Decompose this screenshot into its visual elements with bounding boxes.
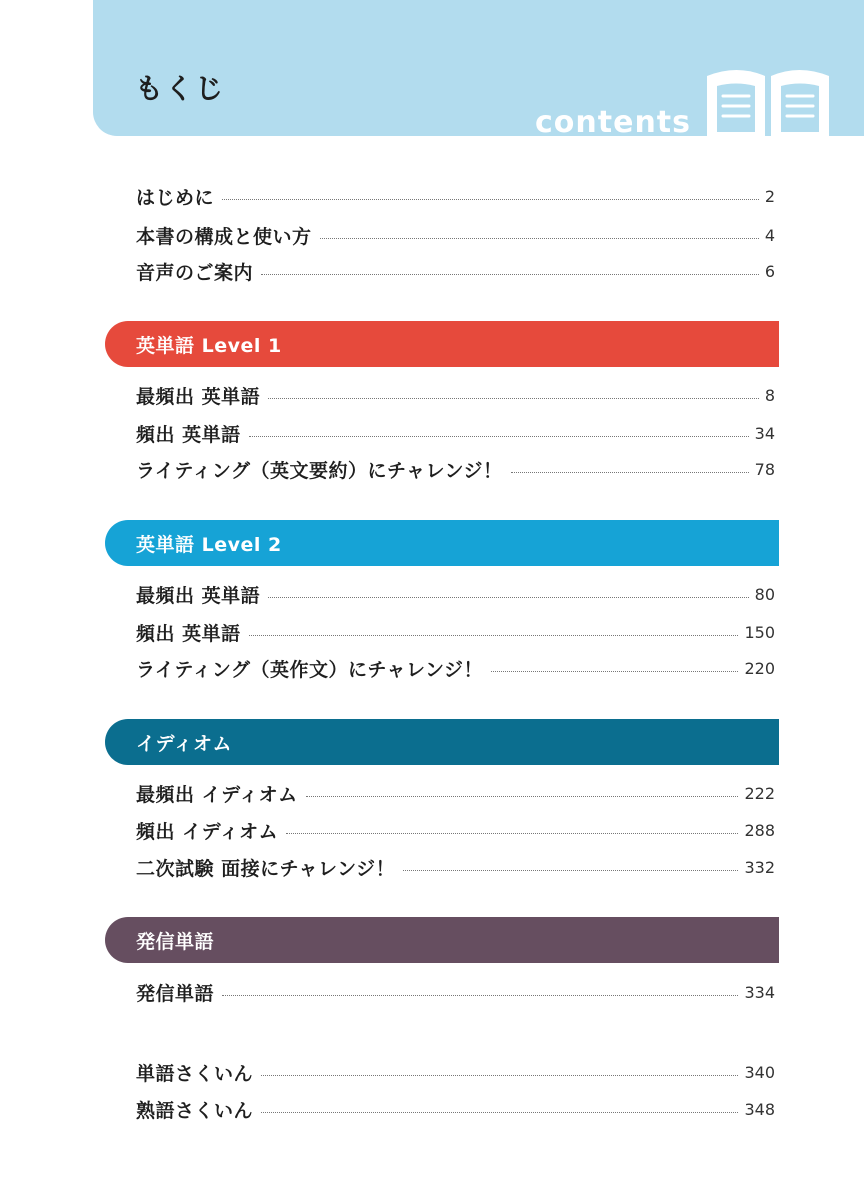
dot-leader [320,238,759,239]
toc-entry-label: 最頻出 英単語 [136,584,261,607]
dot-leader [249,436,749,437]
section-title: 英単語 Level 2 [136,533,282,556]
toc-entry-page: 78 [754,459,775,479]
toc-entry-page: 348 [744,1099,775,1119]
toc-entry-page: 6 [764,261,775,281]
toc-entry-label: ライティング（英文要約）にチャレンジ！ [136,459,503,482]
toc-entry-page: 34 [754,423,775,443]
toc-entry-level1-3[interactable] [136,455,775,483]
toc-entry-level1-2[interactable] [136,419,775,447]
dot-leader [261,1075,738,1076]
section-title: 英単語 Level 1 [136,334,282,357]
dot-leader [286,833,738,834]
toc-entry-hasshin-1[interactable] [136,978,775,1006]
dot-leader [222,199,759,200]
toc-entry-page: 288 [744,820,775,840]
toc-entry-label: 音声のご案内 [136,261,254,284]
section-title: イディオム [136,732,232,755]
toc-entry-label: 頻出 イディオム [136,820,279,843]
contents-subtitle: contents [535,105,691,136]
open-book-icon [703,66,833,136]
section-header-idiom[interactable] [105,719,779,765]
section-header-level-1[interactable] [105,321,779,367]
toc-entry-label: 頻出 英単語 [136,423,241,446]
toc-entry-idiom-3[interactable] [136,853,775,881]
toc-entry-word-index[interactable] [136,1058,775,1086]
toc-entry-page: 4 [764,225,775,245]
toc-entry-intro-3[interactable] [136,257,775,285]
toc-entry-label: 二次試験 面接にチャレンジ！ [136,857,396,880]
dot-leader [261,274,759,275]
toc-entry-label: 発信単語 [136,982,215,1005]
toc-entry-idiom-1[interactable] [136,779,775,807]
toc-entry-page: 332 [744,857,775,877]
dot-leader [306,796,739,797]
dot-leader [491,671,738,672]
toc-entry-intro-2[interactable] [136,221,775,249]
toc-entry-label: 最頻出 イディオム [136,783,298,806]
toc-entry-page: 2 [764,186,775,206]
toc-entry-level2-3[interactable] [136,654,775,682]
toc-entry-level2-1[interactable] [136,580,775,608]
dot-leader [249,635,739,636]
section-header-hasshin[interactable] [105,917,779,963]
header-banner [93,0,864,136]
toc-entry-idiom-index[interactable] [136,1095,775,1123]
toc-entry-page: 80 [754,584,775,604]
toc-entry-label: 頻出 英単語 [136,622,241,645]
toc-entry-label: 最頻出 英単語 [136,385,261,408]
toc-entry-label: 熟語さくいん [136,1099,254,1122]
dot-leader [222,995,738,996]
toc-entry-page: 340 [744,1062,775,1082]
toc-entry-page: 222 [744,783,775,803]
toc-entry-level2-2[interactable] [136,618,775,646]
dot-leader [403,870,738,871]
toc-entry-label: 本書の構成と使い方 [136,225,312,248]
toc-entry-level1-1[interactable] [136,381,775,409]
dot-leader [268,398,759,399]
toc-entry-label: 単語さくいん [136,1062,254,1085]
toc-entry-intro-1[interactable] [136,182,775,210]
toc-entry-page: 8 [764,385,775,405]
toc-entry-page: 220 [744,658,775,678]
page-title: もくじ [135,72,226,105]
dot-leader [268,597,749,598]
section-title: 発信単語 [136,930,215,953]
dot-leader [261,1112,738,1113]
toc-entry-label: ライティング（英作文）にチャレンジ！ [136,658,484,681]
toc-entry-page: 334 [744,982,775,1002]
section-header-level-2[interactable] [105,520,779,566]
toc-entry-page: 150 [744,622,775,642]
toc-entry-label: はじめに [136,186,215,209]
dot-leader [511,472,749,473]
toc-entry-idiom-2[interactable] [136,816,775,844]
